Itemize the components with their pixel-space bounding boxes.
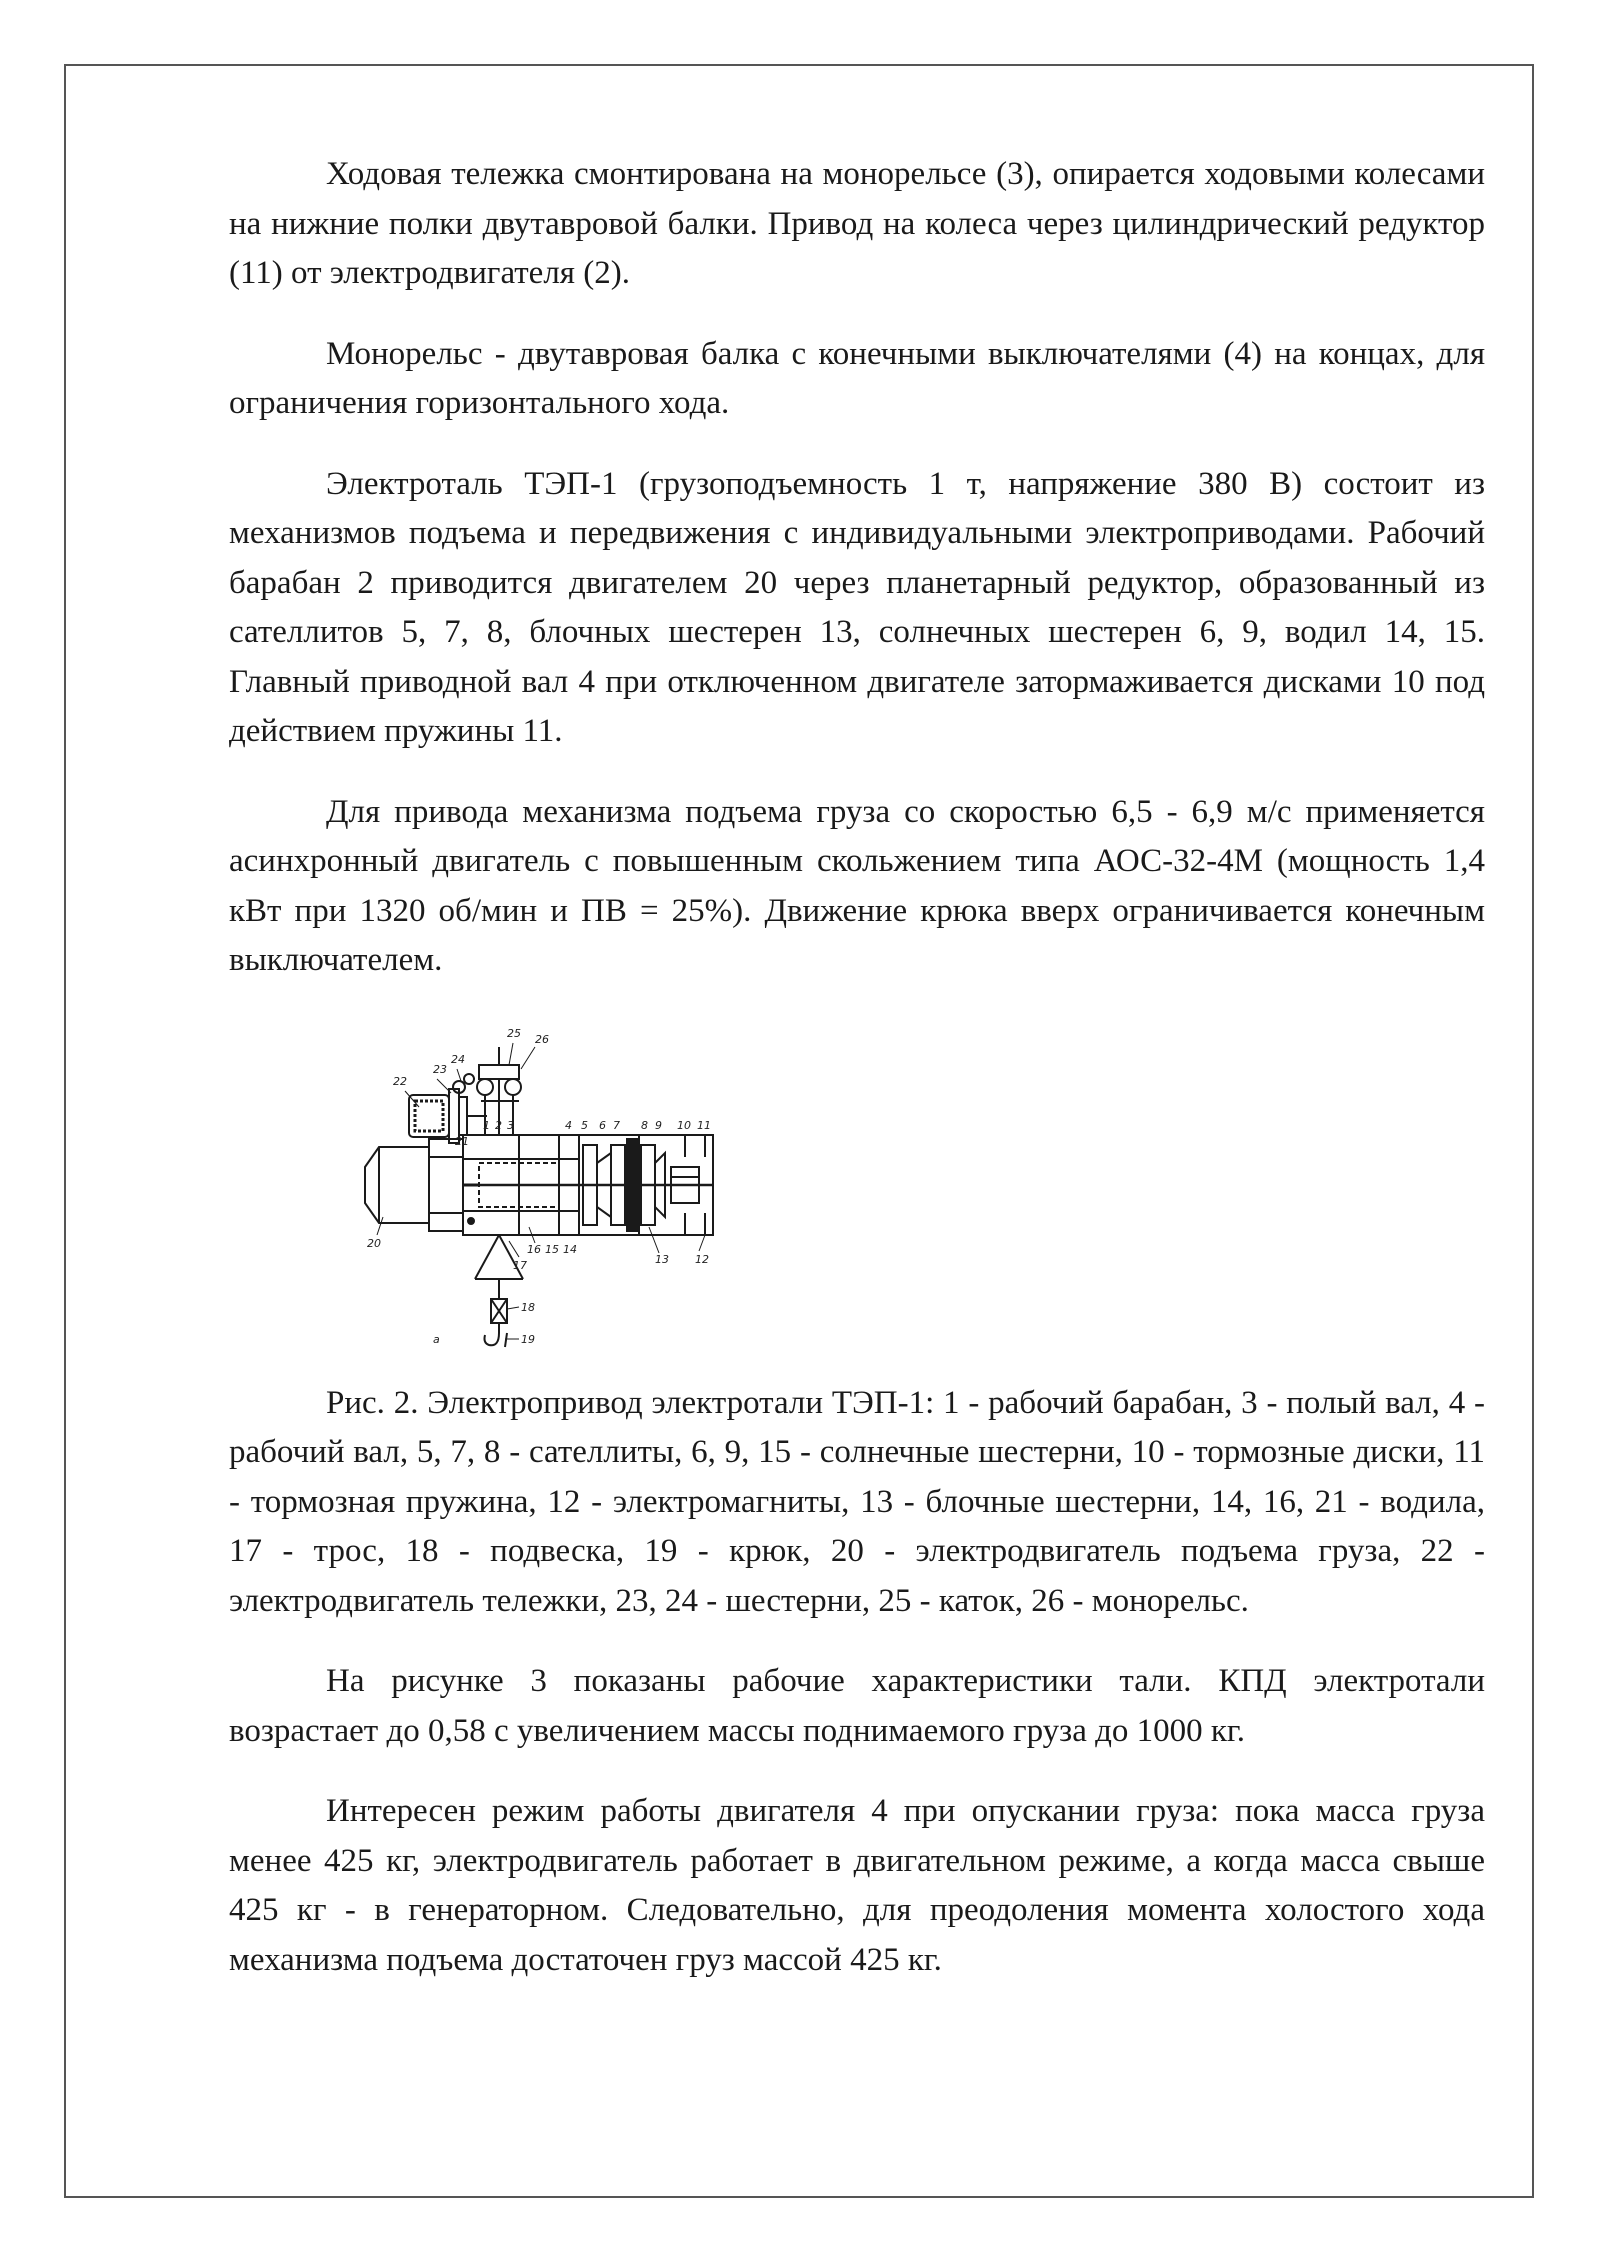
hoist-drive-diagram (359, 1017, 719, 1361)
label-1: 1 (483, 1118, 490, 1132)
label-5: 5 (581, 1118, 588, 1132)
label-10: 10 (677, 1118, 691, 1132)
hoist-motor-drawing (365, 1139, 479, 1231)
label-11: 11 (697, 1118, 711, 1132)
label-19: 19 (521, 1332, 535, 1346)
label-4: 4 (565, 1118, 572, 1132)
label-15: 15 (545, 1242, 559, 1256)
document-body (229, 150, 1485, 1985)
drum-gearbox-drawing (463, 1135, 713, 1235)
label-26: 26 (535, 1032, 549, 1046)
label-22: 22 (393, 1074, 407, 1088)
paragraph-efficiency: На рисунке 3 показаны рабочие характеристики тали. КПД электротали возрастает до 0,58 с увеличением массы поднимаемого груза до 1000 кг. (229, 1663, 1485, 1749)
label-13: 13 (655, 1252, 669, 1266)
label-24: 24 (451, 1052, 465, 1066)
paragraph-monorail: Монорельс - двутавровая балка с конечными выключателями (4) на концах, для ограничения горизонтального хода. (229, 335, 1485, 421)
label-23: 23 (433, 1062, 447, 1076)
label-21: 21 (455, 1134, 469, 1148)
trolley-motor-drawing (409, 1074, 487, 1143)
label-7: 7 (613, 1118, 620, 1132)
label-16: 16 (527, 1242, 541, 1256)
paragraph-lowering-mode: Интересен режим работы двигателя 4 при опускании груза: пока масса груза менее 425 кг, электродвигатель работает в двигательном режиме, а когда масса свыше 425 кг - в генераторном. Следовательно, для преодоления момента холостого хода механизма подъема достаточен груз массой 425 кг. (229, 1793, 1485, 1978)
label-18: 18 (521, 1300, 535, 1314)
label-3: 3 (507, 1118, 514, 1132)
paragraph-trolley: Ходовая тележка смонтирована на монорельсе (3), опирается ходовыми колесами на нижние полки двутавровой балки. Привод на колеса через цилиндрический редуктор (11) от электродвигателя (2). (229, 156, 1485, 291)
label-6: 6 (599, 1118, 606, 1132)
label-a: а (433, 1332, 440, 1346)
label-25: 25 (507, 1026, 521, 1040)
label-9: 9 (655, 1118, 662, 1132)
figure-hoist-drive (229, 1017, 1485, 1361)
paragraph-motor: Для привода механизма подъема груза со скоростью 6,5 - 6,9 м/с применяется асинхронный двигатель с повышенным скольжением типа АОС-32-4М (мощность 1,4 кВт при 1320 об/мин и ПВ = 25%). Движение крюка вверх ограничивается конечным выключателем. (229, 793, 1485, 978)
label-8: 8 (641, 1118, 648, 1132)
label-2: 2 (495, 1118, 502, 1132)
label-14: 14 (563, 1242, 577, 1256)
label-20: 20 (367, 1236, 381, 1250)
label-12: 12 (695, 1252, 709, 1266)
label-17: 17 (513, 1258, 527, 1272)
paragraph-hoist: Электроталь ТЭП-1 (грузоподъемность 1 т, напряжение 380 В) состоит из механизмов подъема и передвижения с индивидуальными электроприводами. Рабочий барабан 2 приводится двигателем 20 через планетарный редуктор, образованный из сателлитов 5, 7, 8, блочных шестерен 13, солнечных шестерен 6, 9, водил 14, 15. Главный приводной вал 4 при отключенном двигателе затормаживается дисками 10 под действием пружины 11. (229, 465, 1485, 749)
figure-caption: Рис. 2. Электропривод электротали ТЭП-1: 1 - рабочий барабан, 3 - полый вал, 4 - рабочий вал, 5, 7, 8 - сателлиты, 6, 9, 15 - солнечные шестерни, 10 - тормозные диски, 11 - тормозная пружина, 12 - электромагниты, 13 - блочные шестерни, 14, 16, 21 - водила, 17 - трос, 18 - подвеска, 19 - крюк, 20 - электродвигатель подъема груза, 22 - электродвигатель тележки, 23, 24 - шестерни, 25 - каток, 26 - монорельс. (229, 1384, 1485, 1619)
